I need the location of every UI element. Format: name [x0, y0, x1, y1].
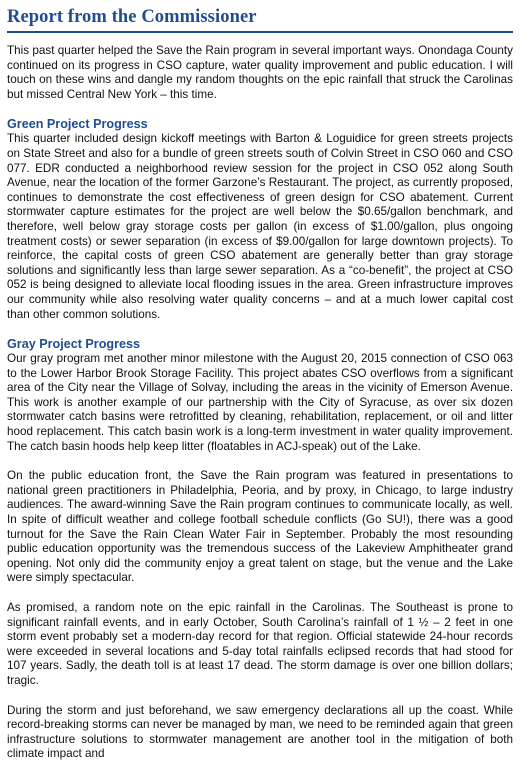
title-underline — [7, 31, 513, 33]
green-project-paragraph: This quarter included design kickoff meetings with Barton & Loguidice for green streets projects on State Street and also for a bundle of green streets south of Colvin Street in CSO 060 and CSO 077. EDR conducted a neighborhood review session for the project in CSO 052 along South Avenue, near the location of the former Garzone’s Restaurant. The project, as currently proposed, continues to demonstrate the cost effectiveness of green design for CSO abatement. Current stormwater capture estimates for the project are well below the $0.65/gallon benchmark, and therefore, well below gray storage costs per gallon (in excess of $1.00/gallon, plus ongoing treatment costs) or sewer separation (in excess of $9.00/gallon for large downtown projects). To reinforce, the capital costs of green CSO abatement are generally better than gray storage solutions and significantly less than large sewer separation. As a “co-benefit”, the project at CSO 052 is being designed to alleviate local flooding issues in the area. Green infrastructure improves our community while also resolving water quality concerns – and at a much lower capital cost than other common solutions. — [7, 132, 513, 321]
intro-paragraph: This past quarter helped the Save the Rain program in several important ways. Onondaga County continued on its progress in CSO capture, water quality improvement and public education. I will touch on these wins and dangle my random thoughts on the epic rainfall that struck the Carolinas but missed Central New York – this time. — [7, 44, 513, 101]
report-page — [7, 0, 513, 761]
public-education-paragraph: On the public education front, the Save the Rain program was featured in presentations to national green practitioners in Philadelphia, Peoria, and by proxy, in Chicago, to large industry audiences. The award-winning Save the Rain program continues to communicate locally, as well. In spite of difficult weather and college football schedule conflicts (Go SU!), there was a good turnout for the Save the Rain Clean Water Fair in September. Probably the most resounding public education opportunity was the tremendous success of the Lakeview Amphitheater grand opening. Not only did the community enjoy a great talent on stage, but the venue and the Lake were simply spectacular. — [7, 469, 513, 585]
page-title: Report from the Commissioner — [7, 7, 257, 27]
gray-project-paragraph: Our gray program met another minor milestone with the August 20, 2015 connection of CSO 063 to the Lower Harbor Brook Storage Facility. This project abates CSO overflows from a significant area of the City near the Village of Solvay, including the areas in the vicinity of Emerson Avenue. This work is another example of our partnership with the City of Syracuse, as over six dozen stormwater catch basins were retrofitted by cleaning, rehabilitation, replacement, or oil and litter hood replacement. This catch basin work is a long-term investment in water quality improvement. The catch basin hoods help keep litter (floatables in ACJ-speak) out of the Lake. — [7, 352, 513, 453]
gray-project-heading: Gray Project Progress — [7, 337, 140, 352]
green-project-heading: Green Project Progress — [7, 117, 148, 132]
emergency-declarations-paragraph: During the storm and just beforehand, we saw emergency declarations all up the coast. While record-breaking storms can never be managed by man, we need to be reminded again that green infrastructure solutions to stormwater management are another tool in the mitigation of both climate impact and — [7, 703, 513, 761]
carolinas-rainfall-paragraph: As promised, a random note on the epic rainfall in the Carolinas. The Southeast is prone to significant rainfall events, and in early October, South Carolina’s rainfall of 1 ½ – 2 feet in one storm event probably set a modern-day record for that region. Official statewide 24-hour records were exceeded in several locations and 5-day total rainfalls eclipsed records that had stood for 107 years. Sadly, the death toll is at least 17 dead. The storm damage is over one billion dollars; tragic. — [7, 601, 513, 687]
